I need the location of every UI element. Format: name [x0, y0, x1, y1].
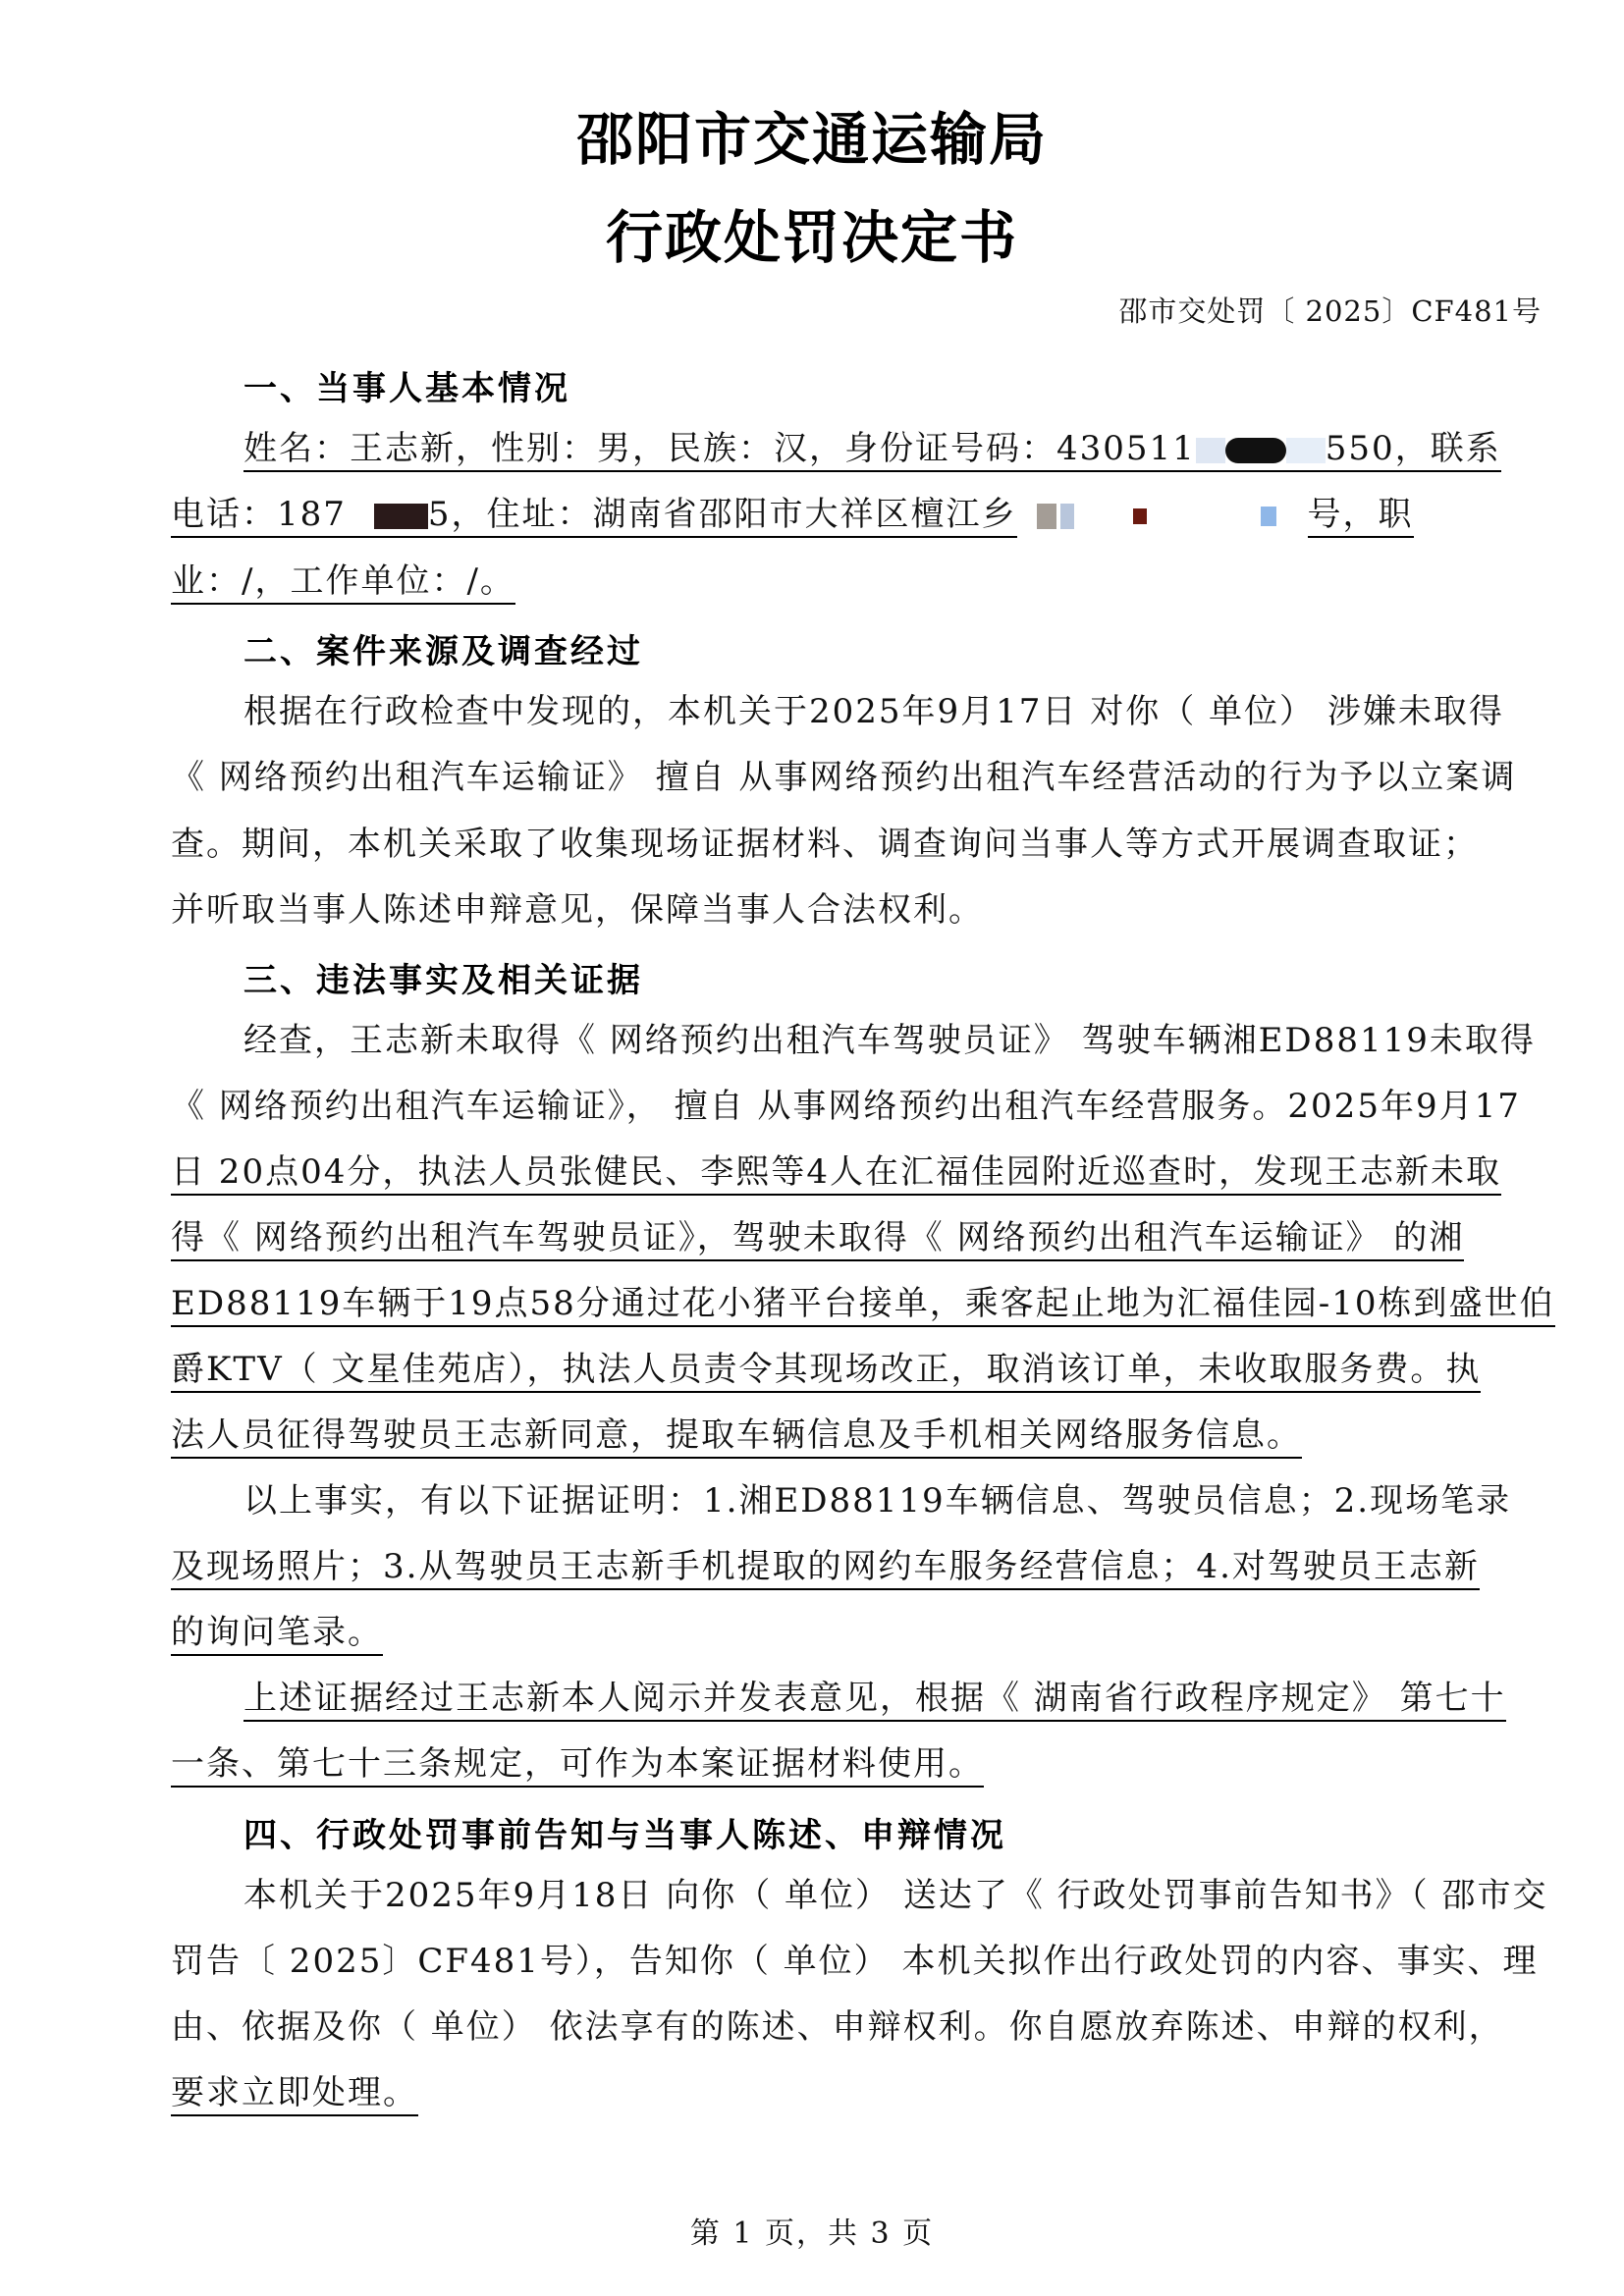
- case-source-line: 并听取当事人陈述申辩意见，保障当事人合法权利。: [171, 890, 984, 930]
- redaction-mark: [374, 504, 428, 529]
- document-type-title: 行政处罚决定书: [605, 204, 1018, 271]
- evidence-basis-line: 上述证据经过王志新本人阅示并发表意见，根据《 湖南省行政程序规定》 第七十: [244, 1677, 1542, 1720]
- section-heading-party-info: 一、当事人基本情况: [244, 369, 570, 408]
- prior-notice-line: 要求立即处理。: [171, 2071, 1542, 2114]
- redaction-mark: [1060, 504, 1074, 529]
- facts-line: ED88119车辆于19点58分通过花小猪平台接单，乘客起止地为汇福佳园-10栋到盛世伯: [171, 1282, 1542, 1325]
- redaction-mark: [1225, 438, 1286, 463]
- prior-notice-line: 由、依据及你（ 单位） 依法享有的陈述、申辩权利。你自愿放弃陈述、申辩的权利，: [171, 2007, 1504, 2047]
- party-info-line-3: [171, 560, 1542, 603]
- facts-line: 爵KTV（ 文星佳苑店），执法人员责令其现场改正，取消该订单，未收取服务费。执: [171, 1348, 1542, 1391]
- party-info-line-1: [244, 427, 1542, 470]
- facts-line: 经查，王志新未取得《 网络预约出租汽车驾驶员证》 驾驶车辆湘ED88119未取得: [244, 1021, 1536, 1060]
- evidence-line: 以上事实，有以下证据证明：1.湘ED88119车辆信息、驾驶员信息；2.现场笔录: [244, 1481, 1512, 1521]
- evidence-basis-line: 一条、第七十三条规定，可作为本案证据材料使用。: [171, 1742, 1542, 1786]
- evidence-line: 的询问笔录。: [171, 1611, 1542, 1654]
- case-source-line: 《 网络预约出租汽车运输证》 擅自 从事网络预约出租汽车经营活动的行为予以立案调: [171, 758, 1517, 797]
- facts-line: 法人员征得驾驶员王志新同意，提取车辆信息及手机相关网络服务信息。: [171, 1414, 1542, 1457]
- party-occupation-text: 号，职: [1308, 495, 1414, 538]
- facts-line: 得《 网络预约出租汽车驾驶员证》，驾驶未取得《 网络预约出租汽车运输证》 的湘: [171, 1216, 1542, 1259]
- evidence-line: 及现场照片；3.从驾驶员王志新手机提取的网约车服务经营信息；4.对驾驶员王志新: [171, 1545, 1542, 1588]
- page-number: 第 1 页，共 3 页: [689, 2216, 935, 2251]
- party-info-line-2: [171, 493, 1542, 536]
- redaction-mark: [347, 504, 374, 529]
- case-source-line: 查。期间，本机关采取了收集现场证据材料、调查询问当事人等方式开展调查取证；: [171, 825, 1479, 864]
- facts-line: 《 网络预约出租汽车运输证》， 擅自 从事网络预约出租汽车经营服务。2025年9月17: [171, 1087, 1521, 1126]
- redaction-mark: [1286, 438, 1326, 463]
- prior-notice-line: 本机关于2025年9月18日 向你（ 单位） 送达了《 行政处罚事前告知书》（ 邵市交: [244, 1876, 1548, 1915]
- agency-title: 邵阳市交通运输局: [575, 106, 1048, 173]
- redaction-mark: [1261, 507, 1276, 526]
- prior-notice-line: 罚告〔 2025〕CF481号），告知你（ 单位） 本机关拟作出行政处罚的内容、事实、理: [171, 1942, 1539, 1981]
- redaction-mark: [1037, 504, 1056, 529]
- party-contact-text: 550，联系: [1325, 429, 1501, 468]
- facts-line: 日 20点04分，执法人员张健民、李熙等4人在汇福佳园附近巡查时，发现王志新未取: [171, 1150, 1542, 1194]
- document-number: 邵市交处罚〔 2025〕CF481号: [1118, 294, 1542, 328]
- party-phone-text: 电话：187: [171, 495, 347, 534]
- party-id-text: 姓名：王志新，性别：男，民族：汉，身份证号码：430511: [244, 429, 1196, 468]
- section-heading-case-source: 二、案件来源及调查经过: [244, 632, 643, 671]
- redaction-mark: [1133, 508, 1147, 524]
- party-workplace-text: 业：/，工作单位：/。: [171, 561, 515, 605]
- redaction-mark: [1196, 438, 1225, 463]
- section-heading-facts-evidence: 三、违法事实及相关证据: [244, 961, 643, 1000]
- section-heading-prior-notice: 四、行政处罚事前告知与当事人陈述、申辩情况: [244, 1816, 1006, 1855]
- party-address-text: 5，住址：湖南省邵阳市大祥区檀江乡: [427, 495, 1017, 534]
- case-source-line: 根据在行政检查中发现的，本机关于2025年9月17日 对你（ 单位） 涉嫌未取得: [244, 692, 1504, 731]
